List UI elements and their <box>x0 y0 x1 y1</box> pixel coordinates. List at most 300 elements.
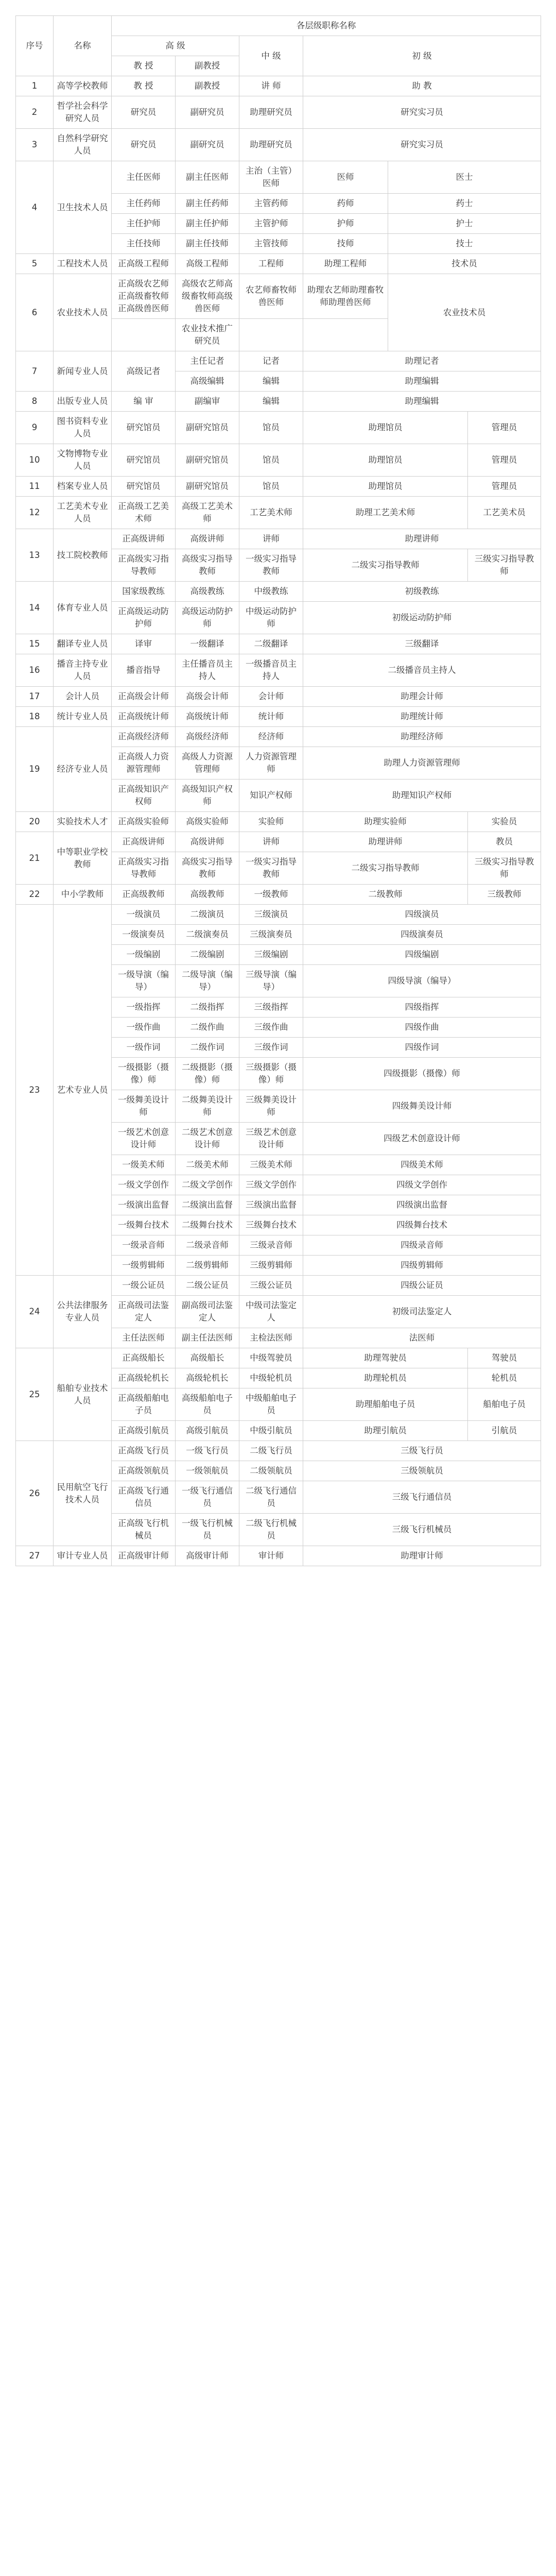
title-cell: 三级领航员 <box>303 1461 541 1481</box>
title-cell: 二级文学创作 <box>176 1175 239 1195</box>
row-number: 25 <box>16 1348 54 1441</box>
title-cell: 主任护师 <box>112 214 176 234</box>
title-cell: 教员 <box>468 832 541 852</box>
title-cell: 主管护师 <box>239 214 303 234</box>
category-name: 实验技术人才 <box>54 812 112 832</box>
title-cell: 正高级飞行机械员 <box>112 1514 176 1546</box>
title-cell: 正高级讲师 <box>112 529 176 549</box>
title-cell: 二级摄影（摄像）师 <box>176 1058 239 1090</box>
title-cell: 二级教师 <box>303 885 468 905</box>
header-middle: 中 级 <box>239 36 303 76</box>
row-number: 20 <box>16 812 54 832</box>
title-cell: 四级编剧 <box>303 945 541 965</box>
title-cell: 正高级工程师 <box>112 254 176 274</box>
title-cell: 三级作词 <box>239 1038 303 1058</box>
title-cell: 高级实习指导教师 <box>176 852 239 885</box>
title-cell: 中级驾驶员 <box>239 1348 303 1368</box>
title-cell: 国家级教练 <box>112 582 176 602</box>
title-cell: 三级美术师 <box>239 1155 303 1175</box>
title-cell: 中级船舶电子员 <box>239 1388 303 1421</box>
title-cell: 助理研究员 <box>239 96 303 129</box>
title-cell: 三级舞台技术 <box>239 1215 303 1235</box>
title-cell: 助理记者 <box>303 351 541 371</box>
title-cell: 二级飞行通信员 <box>239 1481 303 1514</box>
title-cell: 高级轮机长 <box>176 1368 239 1388</box>
title-cell <box>239 319 303 351</box>
table-row <box>16 254 541 274</box>
table-row <box>16 687 541 707</box>
title-cell: 助理编辑 <box>303 392 541 412</box>
title-cell: 驾驶员 <box>468 1348 541 1368</box>
title-cell: 药士 <box>388 194 541 214</box>
title-cell: 三级教师 <box>468 885 541 905</box>
table-row <box>16 529 541 549</box>
title-cell: 二级演奏员 <box>176 925 239 945</box>
title-cell: 二级演员 <box>176 905 239 925</box>
title-cell: 二级实习指导教师 <box>303 852 468 885</box>
row-number: 6 <box>16 274 54 351</box>
table-row <box>16 727 541 747</box>
title-cell: 一级公证员 <box>112 1276 176 1296</box>
title-cell: 高级实验师 <box>176 812 239 832</box>
title-cell: 副研究员 <box>176 96 239 129</box>
title-cell: 馆员 <box>239 444 303 477</box>
title-cell: 农业技术推广研究员 <box>176 319 239 351</box>
title-cell: 三级录音师 <box>239 1235 303 1256</box>
title-cell: 讲师 <box>239 832 303 852</box>
title-cell: 正高级船长 <box>112 1348 176 1368</box>
title-cell: 编辑 <box>239 371 303 392</box>
category-name: 中小学教师 <box>54 885 112 905</box>
title-cell: 一级翻译 <box>176 634 239 654</box>
title-cell: 二级录音师 <box>176 1235 239 1256</box>
title-cell: 三级摄影（摄像）师 <box>239 1058 303 1090</box>
title-cell: 正高级农艺师正高级畜牧师正高级兽医师 <box>112 274 176 319</box>
row-number: 27 <box>16 1546 54 1566</box>
category-name: 哲学社会科学研究人员 <box>54 96 112 129</box>
title-cell: 中级司法鉴定人 <box>239 1296 303 1328</box>
title-cell: 助理馆员 <box>303 477 468 497</box>
title-cell: 一级编剧 <box>112 945 176 965</box>
title-cell: 正高级飞行通信员 <box>112 1481 176 1514</box>
title-cell: 二级艺术创意设计师 <box>176 1123 239 1155</box>
title-cell: 正高级船舶电子员 <box>112 1388 176 1421</box>
row-number: 2 <box>16 96 54 129</box>
header-seq: 序号 <box>16 16 54 76</box>
row-number: 14 <box>16 582 54 634</box>
row-number: 19 <box>16 727 54 812</box>
title-cell: 三级飞行机械员 <box>303 1514 541 1546</box>
title-cell: 高级实习指导教师 <box>176 549 239 582</box>
title-cell: 正高级审计师 <box>112 1546 176 1566</box>
title-cell: 三级舞美设计师 <box>239 1090 303 1123</box>
row-number: 26 <box>16 1441 54 1546</box>
title-cell: 一级舞美设计师 <box>112 1090 176 1123</box>
header-group: 各层级职称名称 <box>112 16 541 36</box>
title-cell: 高级教师 <box>176 885 239 905</box>
table-row <box>16 129 541 161</box>
title-cell: 播音指导 <box>112 654 176 687</box>
title-cell: 管理员 <box>468 412 541 444</box>
row-number: 5 <box>16 254 54 274</box>
title-cell: 四级演出监督 <box>303 1195 541 1215</box>
row-number: 4 <box>16 161 54 254</box>
title-cell: 副研究员 <box>176 129 239 161</box>
title-cell: 主任药师 <box>112 194 176 214</box>
category-name: 农业技术人员 <box>54 274 112 351</box>
title-cell: 经济师 <box>239 727 303 747</box>
title-cell: 初级教练 <box>303 582 541 602</box>
title-cell: 助 教 <box>303 76 541 96</box>
title-cell: 正高级领航员 <box>112 1461 176 1481</box>
table-row <box>16 654 541 687</box>
title-cell: 助理讲师 <box>303 529 541 549</box>
table-row <box>16 707 541 727</box>
page <box>15 0 541 1566</box>
title-cell <box>112 319 176 351</box>
title-cell: 二级舞台技术 <box>176 1215 239 1235</box>
title-cell: 四级录音师 <box>303 1235 541 1256</box>
category-name: 出版专业人员 <box>54 392 112 412</box>
title-cell: 助理经济师 <box>303 727 541 747</box>
category-name: 卫生技术人员 <box>54 161 112 254</box>
title-cell: 四级艺术创意设计师 <box>303 1123 541 1155</box>
table-row <box>16 274 541 319</box>
title-cell: 引航员 <box>468 1421 541 1441</box>
title-cell: 高级工程师 <box>176 254 239 274</box>
title-cell: 二级剪辑师 <box>176 1256 239 1276</box>
row-number: 16 <box>16 654 54 687</box>
header-name: 名称 <box>54 16 112 76</box>
category-name: 会计人员 <box>54 687 112 707</box>
table-row <box>16 412 541 444</box>
title-cell: 二级编剧 <box>176 945 239 965</box>
row-number: 10 <box>16 444 54 477</box>
title-cell: 助理会计师 <box>303 687 541 707</box>
table-row <box>16 351 541 371</box>
category-name: 播音主持专业人员 <box>54 654 112 687</box>
title-cell: 主管药师 <box>239 194 303 214</box>
title-cell: 助理轮机员 <box>303 1368 468 1388</box>
category-name: 审计专业人员 <box>54 1546 112 1566</box>
title-cell: 助理实验师 <box>303 812 468 832</box>
category-name: 翻译专业人员 <box>54 634 112 654</box>
row-number: 21 <box>16 832 54 885</box>
table-row <box>16 161 541 194</box>
title-cell: 助理研究员 <box>239 129 303 161</box>
title-cell: 高级审计师 <box>176 1546 239 1566</box>
row-number: 23 <box>16 905 54 1276</box>
title-cell: 三级编剧 <box>239 945 303 965</box>
title-cell: 审计师 <box>239 1546 303 1566</box>
header-junior: 初 级 <box>303 36 541 76</box>
title-cell: 高级工艺美术师 <box>176 497 239 529</box>
title-cell: 中级运动防护师 <box>239 602 303 634</box>
title-cell: 正高级飞行员 <box>112 1441 176 1461</box>
title-cell: 一级舞台技术 <box>112 1215 176 1235</box>
table-row <box>16 582 541 602</box>
title-cell: 四级指挥 <box>303 997 541 1018</box>
title-cell: 三级实习指导教师 <box>468 549 541 582</box>
title-cell: 一级领航员 <box>176 1461 239 1481</box>
title-cell: 副研究馆员 <box>176 412 239 444</box>
category-name: 中等职业学校教师 <box>54 832 112 885</box>
title-cell: 二级飞行机械员 <box>239 1514 303 1546</box>
title-cell: 高级会计师 <box>176 687 239 707</box>
title-cell: 三级艺术创意设计师 <box>239 1123 303 1155</box>
header-assoc: 副教授 <box>176 56 239 76</box>
category-name: 船舶专业技术人员 <box>54 1348 112 1441</box>
title-cell: 研究实习员 <box>303 96 541 129</box>
title-cell: 一级指挥 <box>112 997 176 1018</box>
title-cell: 一级演出监督 <box>112 1195 176 1215</box>
row-number: 1 <box>16 76 54 96</box>
title-cell: 讲师 <box>239 529 303 549</box>
title-cell: 正高级人力资源管理师 <box>112 747 176 779</box>
title-cell: 正高级轮机长 <box>112 1368 176 1388</box>
title-cell: 二级翻译 <box>239 634 303 654</box>
title-cell: 中级引航员 <box>239 1421 303 1441</box>
header-professor: 教 授 <box>112 56 176 76</box>
title-cell: 正高级讲师 <box>112 832 176 852</box>
table-row <box>16 812 541 832</box>
title-cell: 农艺师畜牧师兽医师 <box>239 274 303 319</box>
title-cell: 高级讲师 <box>176 832 239 852</box>
title-cell: 工艺美术员 <box>468 497 541 529</box>
title-cell: 编 审 <box>112 392 176 412</box>
row-number: 17 <box>16 687 54 707</box>
title-cell: 高级教练 <box>176 582 239 602</box>
title-cell: 助理讲师 <box>303 832 468 852</box>
category-name: 公共法律服务专业人员 <box>54 1276 112 1348</box>
title-cell: 一级艺术创意设计师 <box>112 1123 176 1155</box>
title-cell: 二级美术师 <box>176 1155 239 1175</box>
title-cell: 三级作曲 <box>239 1018 303 1038</box>
title-cell: 护士 <box>388 214 541 234</box>
table-row <box>16 832 541 852</box>
title-cell: 助理工艺美术师 <box>303 497 468 529</box>
row-number: 24 <box>16 1276 54 1348</box>
title-cell: 主任法医师 <box>112 1328 176 1348</box>
title-cell: 一级文学创作 <box>112 1175 176 1195</box>
row-number: 9 <box>16 412 54 444</box>
category-name: 工艺美术专业人员 <box>54 497 112 529</box>
title-cell <box>303 319 388 351</box>
title-cell: 教 授 <box>112 76 176 96</box>
title-cell: 三级实习指导教师 <box>468 852 541 885</box>
title-cell: 医师 <box>303 161 388 194</box>
title-cell: 四级剪辑师 <box>303 1256 541 1276</box>
title-cell: 讲 师 <box>239 76 303 96</box>
title-cell: 一级录音师 <box>112 1235 176 1256</box>
title-cell: 正高级统计师 <box>112 707 176 727</box>
title-cell: 医士 <box>388 161 541 194</box>
title-cell: 正高级实验师 <box>112 812 176 832</box>
title-cell: 二级舞美设计师 <box>176 1090 239 1123</box>
table-row <box>16 96 541 129</box>
title-cell: 副主任护师 <box>176 214 239 234</box>
title-cell: 研究馆员 <box>112 444 176 477</box>
category-name: 文物博物专业人员 <box>54 444 112 477</box>
table-row <box>16 497 541 529</box>
title-cell: 译审 <box>112 634 176 654</box>
title-cell: 一级摄影（摄像）师 <box>112 1058 176 1090</box>
title-cell: 研究员 <box>112 129 176 161</box>
title-cell: 高级人力资源管理师 <box>176 747 239 779</box>
title-cell: 管理员 <box>468 477 541 497</box>
title-cell: 研究员 <box>112 96 176 129</box>
title-cell: 副编审 <box>176 392 239 412</box>
title-cell: 一级美术师 <box>112 1155 176 1175</box>
title-cell: 一级飞行机械员 <box>176 1514 239 1546</box>
title-cell: 助理农艺师助理畜牧师助理兽医师 <box>303 274 388 319</box>
title-cell: 农业技术员 <box>388 274 541 351</box>
title-cell: 四级舞美设计师 <box>303 1090 541 1123</box>
header-row-1 <box>16 16 541 36</box>
title-cell: 助理馆员 <box>303 412 468 444</box>
title-cell: 技师 <box>303 234 388 254</box>
title-cell: 助理驾驶员 <box>303 1348 468 1368</box>
title-cell: 正高级工艺美术师 <box>112 497 176 529</box>
title-cell: 助理统计师 <box>303 707 541 727</box>
title-cell: 知识产权师 <box>239 779 303 812</box>
table-row <box>16 76 541 96</box>
title-cell: 二级导演（编导） <box>176 965 239 997</box>
title-cell: 人力资源管理师 <box>239 747 303 779</box>
title-cell: 记者 <box>239 351 303 371</box>
title-cell: 一级教师 <box>239 885 303 905</box>
title-cell: 实验员 <box>468 812 541 832</box>
title-cell: 三级演员 <box>239 905 303 925</box>
title-cell: 副高级司法鉴定人 <box>176 1296 239 1328</box>
title-cell: 四级公证员 <box>303 1276 541 1296</box>
title-cell: 工艺美术师 <box>239 497 303 529</box>
title-cell: 一级导演（编导） <box>112 965 176 997</box>
title-cell: 船舶电子员 <box>468 1388 541 1421</box>
title-cell: 三级飞行通信员 <box>303 1481 541 1514</box>
title-cell: 法医师 <box>303 1328 541 1348</box>
title-cell: 副教授 <box>176 76 239 96</box>
title-cell: 四级美术师 <box>303 1155 541 1175</box>
title-cell: 高级船长 <box>176 1348 239 1368</box>
table-row <box>16 905 541 925</box>
row-number: 3 <box>16 129 54 161</box>
table-row <box>16 1276 541 1296</box>
title-cell: 轮机员 <box>468 1368 541 1388</box>
title-cell: 二级实习指导教师 <box>303 549 468 582</box>
title-cell: 正高级教师 <box>112 885 176 905</box>
title-cell: 药师 <box>303 194 388 214</box>
title-cell: 正高级引航员 <box>112 1421 176 1441</box>
table-row <box>16 392 541 412</box>
title-cell: 技士 <box>388 234 541 254</box>
category-name: 统计专业人员 <box>54 707 112 727</box>
title-cell: 三级剪辑师 <box>239 1256 303 1276</box>
table-row <box>16 634 541 654</box>
table-row <box>16 477 541 497</box>
header-senior: 高 级 <box>112 36 239 56</box>
table-body <box>16 76 541 1566</box>
title-cell: 副研究馆员 <box>176 477 239 497</box>
title-cell: 高级引航员 <box>176 1421 239 1441</box>
title-cell: 二级演出监督 <box>176 1195 239 1215</box>
title-cell: 正高级实习指导教师 <box>112 549 176 582</box>
title-cell: 一级飞行通信员 <box>176 1481 239 1514</box>
title-cell: 研究实习员 <box>303 129 541 161</box>
title-cell: 一级飞行员 <box>176 1441 239 1461</box>
title-cell: 正高级经济师 <box>112 727 176 747</box>
title-cell: 主检法医师 <box>239 1328 303 1348</box>
title-cell: 主任记者 <box>176 351 239 371</box>
title-cell: 正高级知识产权师 <box>112 779 176 812</box>
category-name: 高等学校教师 <box>54 76 112 96</box>
title-cell: 副主任法医师 <box>176 1328 239 1348</box>
title-cell: 四级导演（编导） <box>303 965 541 997</box>
title-cell: 高级统计师 <box>176 707 239 727</box>
title-cell: 助理引航员 <box>303 1421 468 1441</box>
title-cell: 助理船舶电子员 <box>303 1388 468 1421</box>
title-cell: 一级演员 <box>112 905 176 925</box>
title-cell: 初级司法鉴定人 <box>303 1296 541 1328</box>
professional-title-table <box>15 15 541 1566</box>
title-cell: 助理馆员 <box>303 444 468 477</box>
title-cell: 四级作曲 <box>303 1018 541 1038</box>
title-cell: 三级演奏员 <box>239 925 303 945</box>
title-cell: 实验师 <box>239 812 303 832</box>
title-cell: 三级演出监督 <box>239 1195 303 1215</box>
title-cell: 三级飞行员 <box>303 1441 541 1461</box>
title-cell: 一级实习指导教师 <box>239 852 303 885</box>
category-name: 经济专业人员 <box>54 727 112 812</box>
category-name: 图书资料专业人员 <box>54 412 112 444</box>
category-name: 自然科学研究人员 <box>54 129 112 161</box>
title-cell: 二级指挥 <box>176 997 239 1018</box>
title-cell: 四级文学创作 <box>303 1175 541 1195</box>
title-cell: 初级运动防护师 <box>303 602 541 634</box>
title-cell: 馆员 <box>239 412 303 444</box>
title-cell: 一级演奏员 <box>112 925 176 945</box>
title-cell: 中级轮机员 <box>239 1368 303 1388</box>
row-number: 8 <box>16 392 54 412</box>
title-cell: 正高级司法鉴定人 <box>112 1296 176 1328</box>
title-cell: 高级讲师 <box>176 529 239 549</box>
title-cell: 四级作词 <box>303 1038 541 1058</box>
title-cell: 三级公证员 <box>239 1276 303 1296</box>
title-cell: 正高级实习指导教师 <box>112 852 176 885</box>
title-cell: 高级知识产权师 <box>176 779 239 812</box>
title-cell: 工程师 <box>239 254 303 274</box>
row-number: 11 <box>16 477 54 497</box>
title-cell: 高级运动防护师 <box>176 602 239 634</box>
row-number: 12 <box>16 497 54 529</box>
title-cell: 正高级会计师 <box>112 687 176 707</box>
title-cell: 助理审计师 <box>303 1546 541 1566</box>
table-row <box>16 444 541 477</box>
title-cell: 副主任医师 <box>176 161 239 194</box>
title-cell: 主任医师 <box>112 161 176 194</box>
table-row <box>16 1348 541 1368</box>
title-cell: 二级飞行员 <box>239 1441 303 1461</box>
table-row <box>16 1546 541 1566</box>
title-cell: 一级剪辑师 <box>112 1256 176 1276</box>
category-name: 艺术专业人员 <box>54 905 112 1276</box>
title-cell: 高级农艺师高级畜牧师高级兽医师 <box>176 274 239 319</box>
title-cell: 中级教练 <box>239 582 303 602</box>
row-number: 7 <box>16 351 54 392</box>
title-cell: 会计师 <box>239 687 303 707</box>
title-cell: 二级播音员主持人 <box>303 654 541 687</box>
title-cell: 主任播音员主持人 <box>176 654 239 687</box>
